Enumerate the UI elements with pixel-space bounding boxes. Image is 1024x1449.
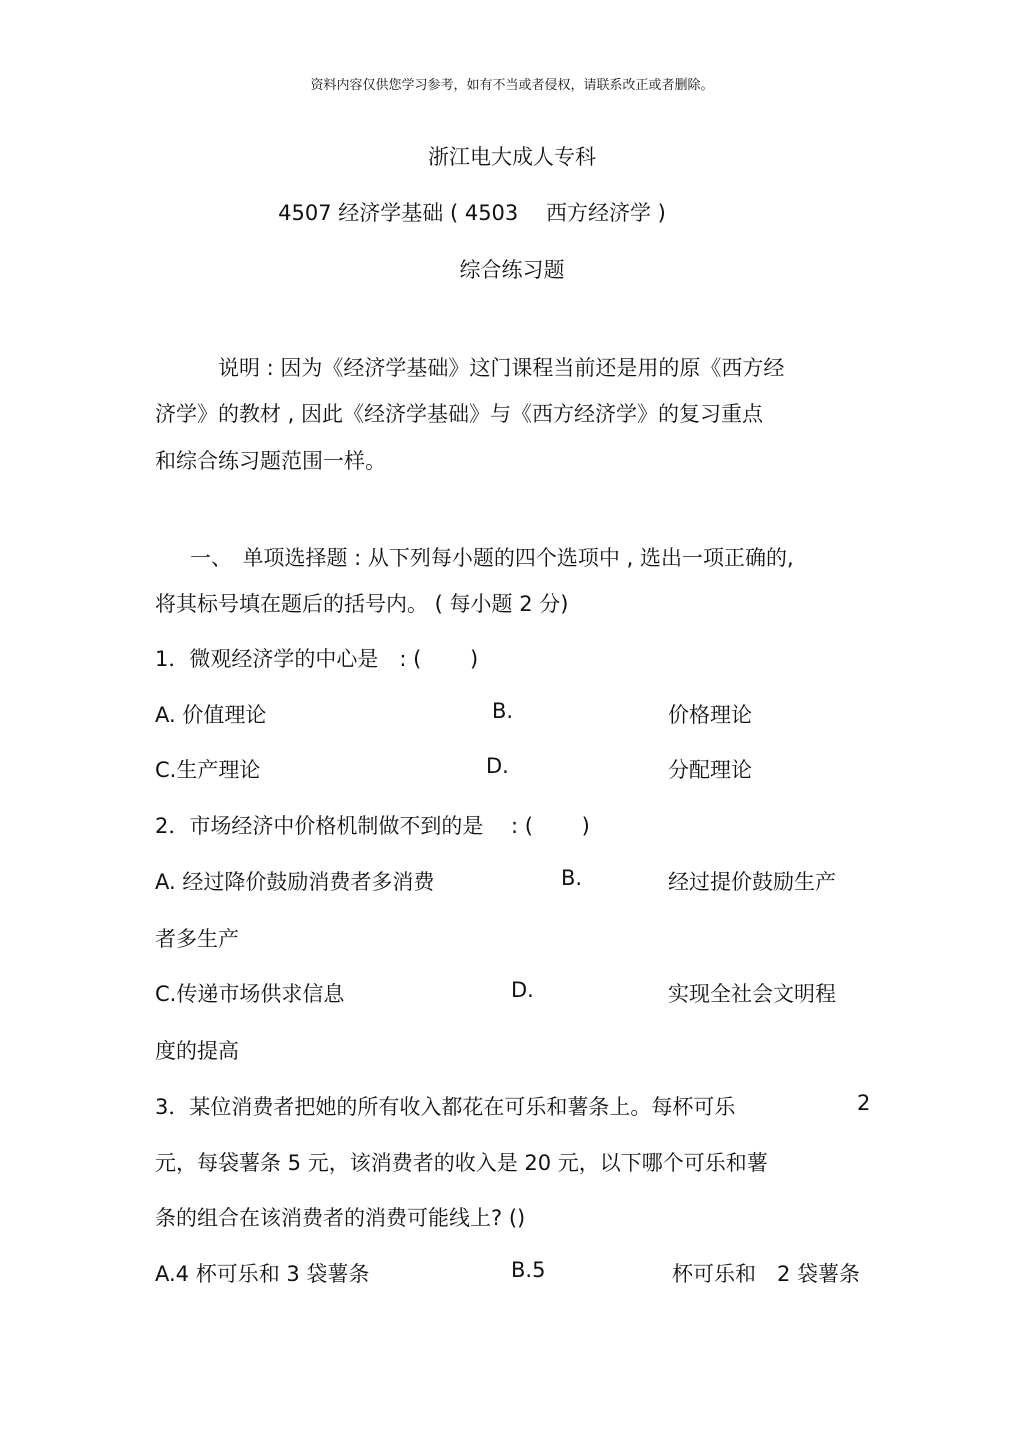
q3-stem-line-1: 3．某位消费者把她的所有收入都花在可乐和薯条上。每杯可乐	[155, 1095, 736, 1119]
title-exercises: 综合练习题	[459, 258, 565, 282]
q3-option-b-label: B.5	[511, 1258, 546, 1282]
header-disclaimer: 资料内容仅供您学习参考，如有不当或者侵权，请联系改正或者删除。	[310, 78, 714, 93]
q1-option-d-text: 分配理论	[668, 758, 752, 782]
q3-stem-line-2: 元，每袋薯条 5 元，该消费者的收入是 20 元，以下哪个可乐和薯	[155, 1151, 768, 1175]
q2-option-c: C.传递市场供求信息	[155, 982, 345, 1006]
note-line-2: 济学》的教材 , 因此《经济学基础》与《西方经济学》的复习重点	[155, 402, 764, 426]
q3-option-b-text: 杯可乐和 2 袋薯条	[672, 1262, 861, 1286]
q3-option-a: A.4 杯可乐和 3 袋薯条	[155, 1262, 370, 1286]
q2-stem: 2．市场经济中价格机制做不到的是 : ( )	[155, 814, 590, 838]
q2-option-b-cont: 者多生产	[155, 927, 239, 951]
q2-option-d-label: D.	[511, 978, 534, 1002]
q2-option-b-label: B.	[561, 866, 583, 890]
q2-option-d-text: 实现全社会文明程	[668, 982, 836, 1006]
q1-option-d-label: D.	[486, 754, 509, 778]
note-line-3: 和综合练习题范围一样。	[155, 449, 386, 473]
title-school: 浙江电大成人专科	[428, 145, 596, 169]
q3-stem-price: 2	[857, 1091, 871, 1115]
q1-option-b-label: B.	[492, 699, 514, 723]
q1-option-b-text: 价格理论	[668, 703, 752, 727]
q3-stem-line-3: 条的组合在该消费者的消费可能线上? ()	[155, 1206, 526, 1230]
section1-heading: 一、 单项选择题 : 从下列每小题的四个选项中 , 选出一项正确的,	[190, 546, 794, 570]
section1-heading-cont: 将其标号填在题后的括号内。 ( 每小题 2 分)	[155, 592, 569, 616]
title-course: 4507 经济学基础 ( 4503 西方经济学 )	[278, 201, 666, 225]
note-line-1: 说明 : 因为《经济学基础》这门课程当前还是用的原《西方经	[218, 356, 785, 380]
q1-option-c: C.生产理论	[155, 758, 261, 782]
q2-option-d-cont: 度的提高	[155, 1039, 239, 1063]
q1-option-a: A. 价值理论	[155, 703, 267, 727]
q1-stem: 1．微观经济学的中心是 : ( )	[155, 647, 479, 671]
q2-option-a: A. 经过降价鼓励消费者多消费	[155, 870, 435, 894]
q2-option-b-text: 经过提价鼓励生产	[668, 870, 836, 894]
